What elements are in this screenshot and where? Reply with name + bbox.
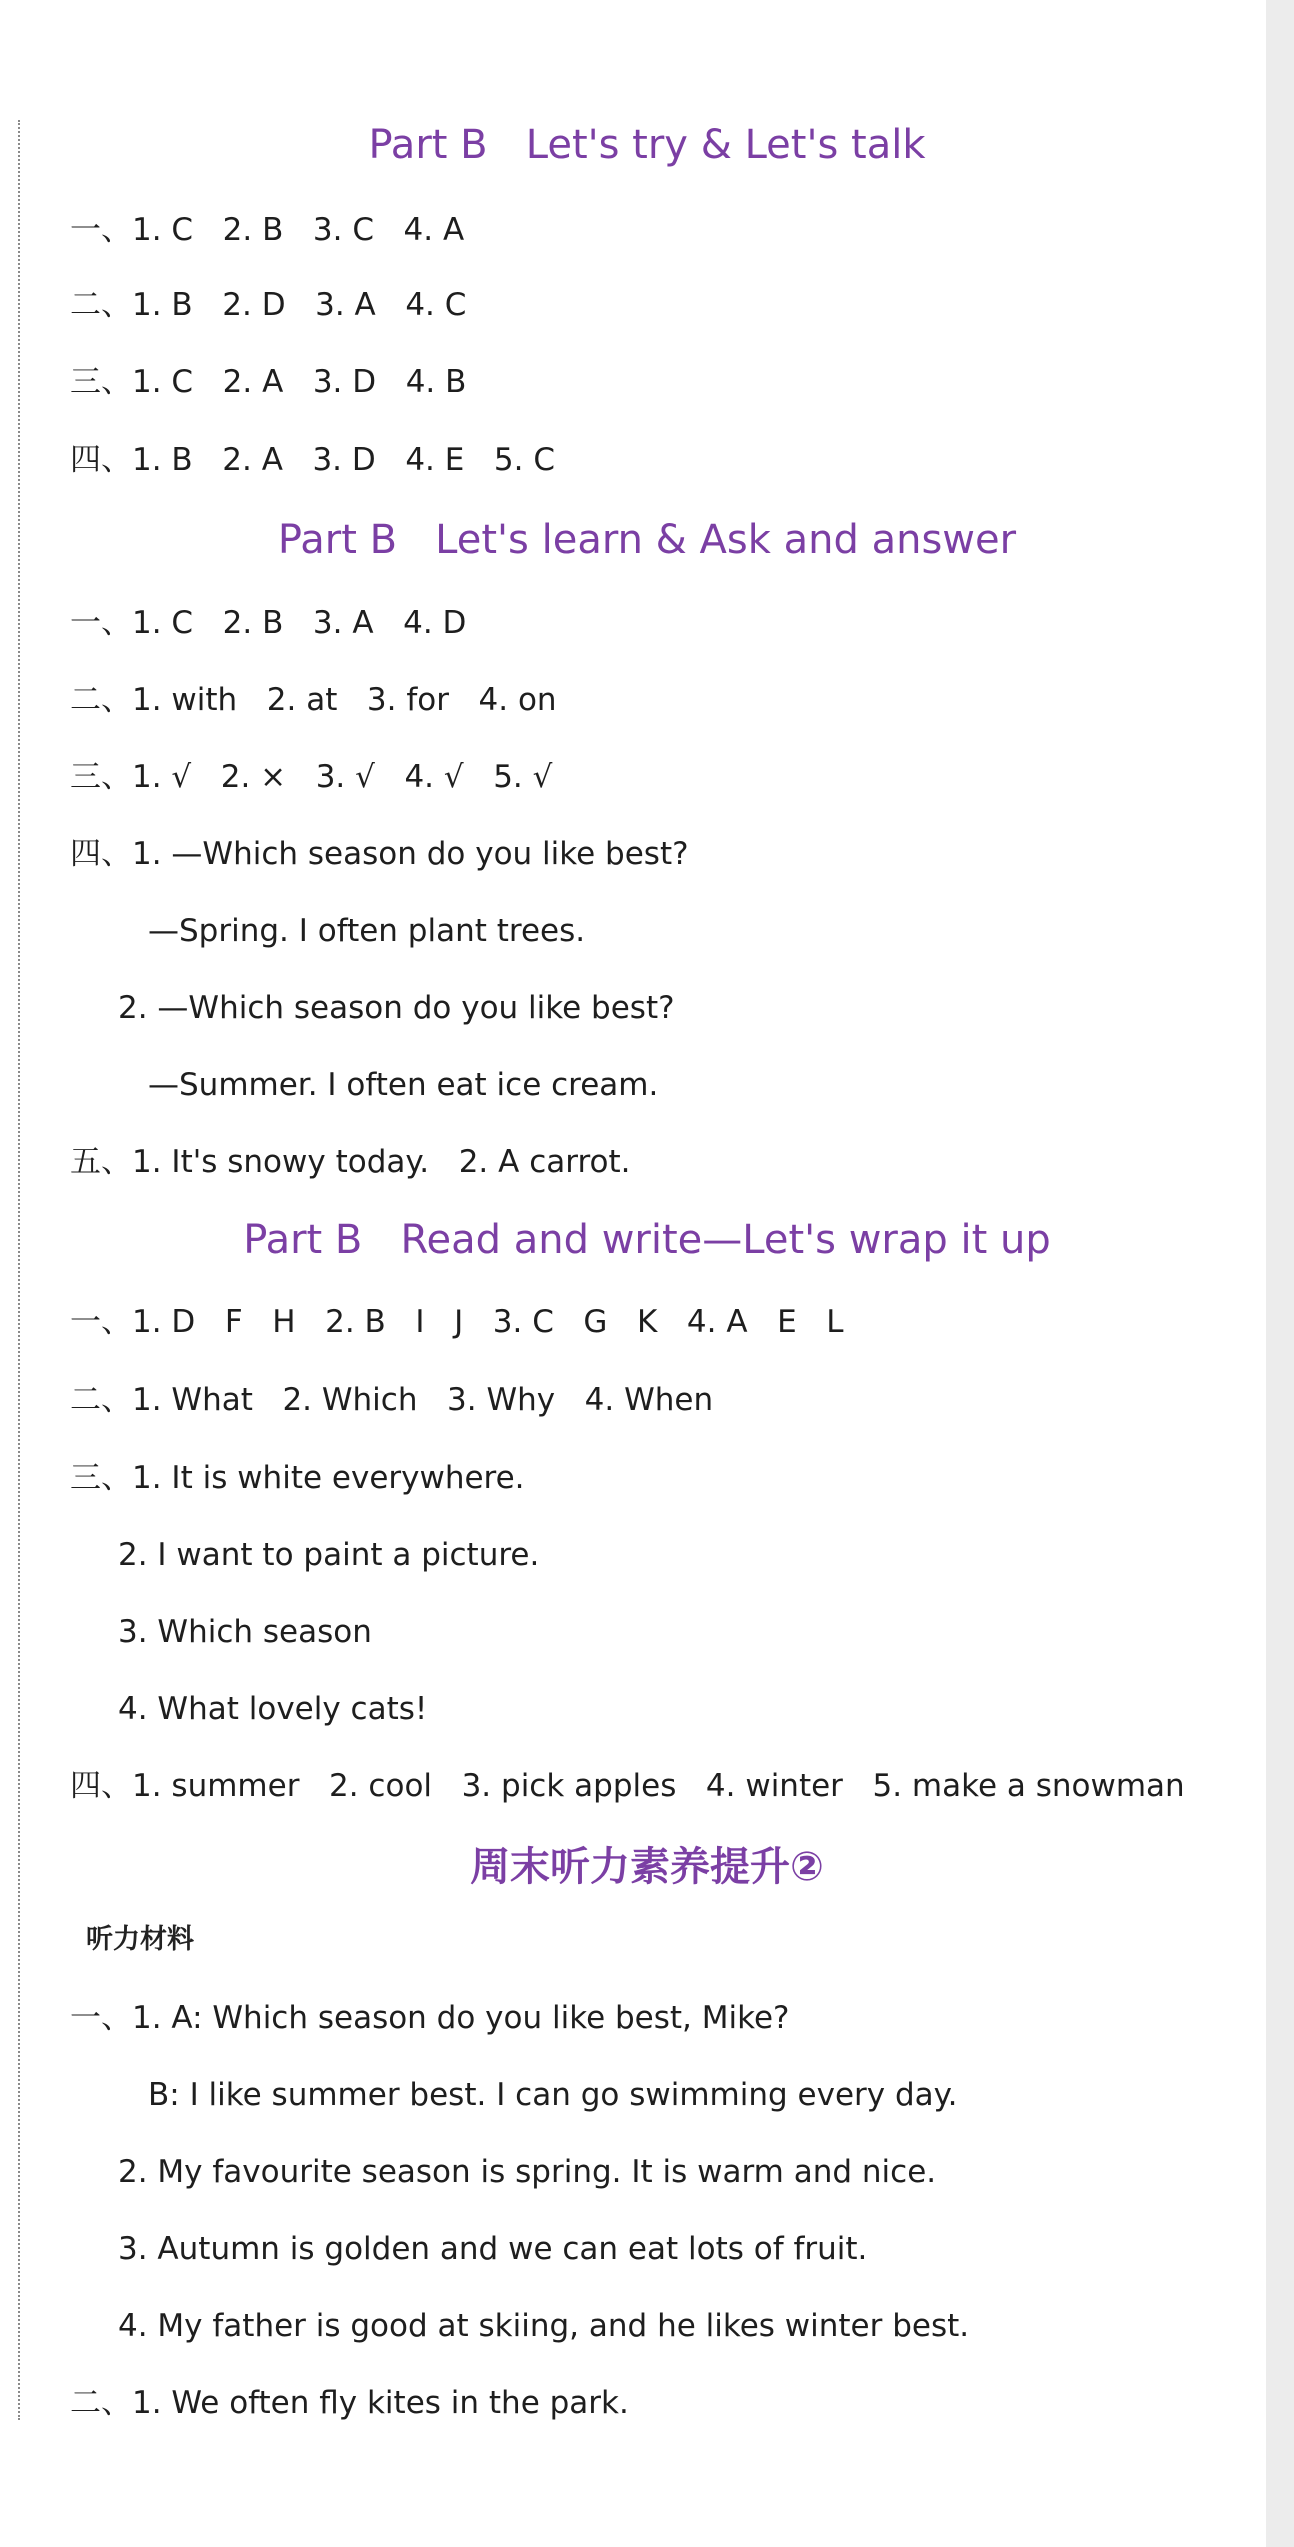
- answer-line: 一、1. D F H 2. B I J 3. C G K 4. A E L: [70, 1304, 844, 1340]
- listening-line: 2. My favourite season is spring. It is warm and nice.: [118, 2154, 937, 2190]
- answer-line: 三、1. √ 2. × 3. √ 4. √ 5. √: [70, 759, 553, 795]
- listening-line: 4. My father is good at skiing, and he likes winter best.: [118, 2308, 970, 2344]
- answer-line: 四、1. summer 2. cool 3. pick apples 4. winter 5. make a snowman: [70, 1768, 1185, 1804]
- answer-line: 二、1. with 2. at 3. for 4. on: [70, 682, 557, 718]
- section-heading-lets-try: Part B Let's try & Let's talk: [368, 122, 926, 168]
- answer-line: 四、1. B 2. A 3. D 4. E 5. C: [70, 442, 555, 478]
- page-edge-shadow: [1266, 0, 1294, 2547]
- answer-line: —Spring. I often plant trees.: [148, 913, 586, 949]
- section-heading-read-and-write: Part B Read and write—Let's wrap it up: [243, 1217, 1051, 1263]
- answer-line: 4. What lovely cats!: [118, 1691, 428, 1727]
- answer-line: 二、1. What 2. Which 3. Why 4. When: [70, 1382, 714, 1418]
- listening-material-label: 听力材料: [86, 1924, 194, 1955]
- listening-line: 一、1. A: Which season do you like best, Mike?: [70, 2000, 790, 2036]
- listening-line: B: I like summer best. I can go swimming every day.: [148, 2077, 958, 2113]
- section-heading-lets-learn: Part B Let's learn & Ask and answer: [277, 517, 1017, 563]
- answer-line: 2. I want to paint a picture.: [118, 1537, 540, 1573]
- listening-line: 3. Autumn is golden and we can eat lots of fruit.: [118, 2231, 868, 2267]
- answer-line: 二、1. B 2. D 3. A 4. C: [70, 287, 467, 323]
- answer-line: 一、1. C 2. B 3. C 4. A: [70, 212, 465, 248]
- answer-line: 2. —Which season do you like best?: [118, 990, 675, 1026]
- answer-line: 四、1. —Which season do you like best?: [70, 836, 689, 872]
- answer-line: 三、1. C 2. A 3. D 4. B: [70, 364, 467, 400]
- answer-line: —Summer. I often eat ice cream.: [148, 1067, 659, 1103]
- answer-line: 三、1. It is white everywhere.: [70, 1460, 525, 1496]
- answer-line: 3. Which season: [118, 1614, 372, 1650]
- listening-line: 二、1. We often fly kites in the park.: [70, 2385, 629, 2421]
- answer-line: 五、1. It's snowy today. 2. A carrot.: [70, 1144, 631, 1180]
- answer-line: 一、1. C 2. B 3. A 4. D: [70, 605, 467, 641]
- weekend-listening-heading: 周末听力素养提升②: [470, 1844, 824, 1890]
- dotted-margin-rule: [18, 120, 20, 2420]
